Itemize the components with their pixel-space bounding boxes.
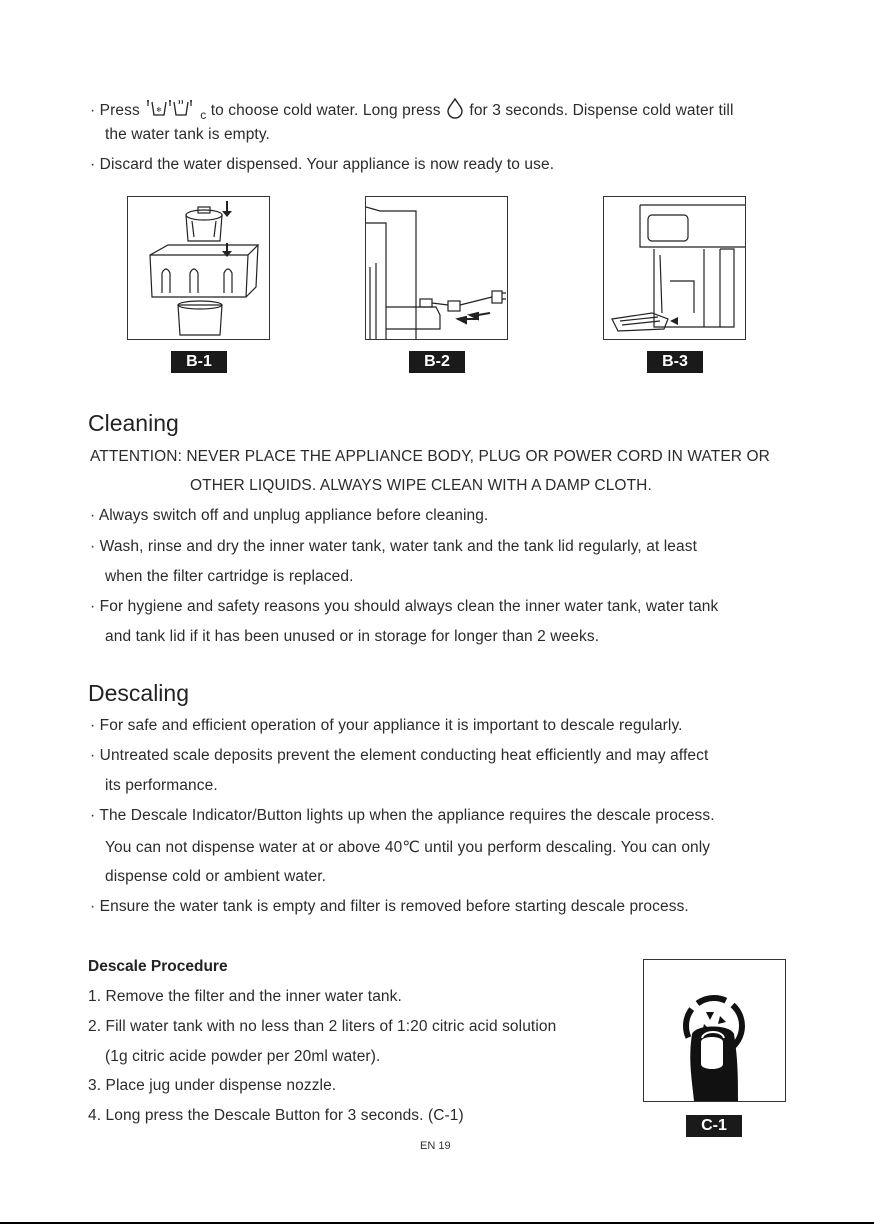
figure-c1-descale-button xyxy=(643,959,786,1102)
descaling-bullet-1: · For safe and efficient operation of your appliance it is important to descale regularly. xyxy=(90,717,683,734)
intro-line-3: · Discard the water dispensed. Your appliance is now ready to use. xyxy=(90,156,555,173)
power-cord-illustration xyxy=(366,197,507,339)
descaling-bullet-3c: dispense cold or ambient water. xyxy=(105,868,327,885)
svg-text:❄: ❄ xyxy=(156,106,163,114)
figure-label-b2: B-2 xyxy=(409,351,465,373)
procedure-step-2b: (1g citric acide powder per 20ml water). xyxy=(105,1048,381,1065)
descaling-bullet-2b: its performance. xyxy=(105,777,218,794)
descale-procedure-heading: Descale Procedure xyxy=(88,958,228,975)
procedure-step-1: 1. Remove the filter and the inner water tank. xyxy=(88,988,402,1005)
descaling-heading: Descaling xyxy=(88,680,189,706)
figure-b3-drip-tray xyxy=(603,196,746,340)
descaling-bullet-2a: · Untreated scale deposits prevent the element conducting heat efficiently and may affect xyxy=(90,747,709,764)
intro-line-1 xyxy=(90,97,733,124)
cleaning-attention-line-1: ATTENTION: NEVER PLACE THE APPLIANCE BODY, PLUG OR POWER CORD IN WATER OR xyxy=(90,448,770,465)
cleaning-attention-line-2: OTHER LIQUIDS. ALWAYS WIPE CLEAN WITH A DAMP CLOTH. xyxy=(190,477,652,494)
figure-b2-power-cord xyxy=(365,196,508,340)
press-text: · Press xyxy=(90,102,140,119)
descaling-bullet-4: · Ensure the water tank is empty and filter is removed before starting descale process. xyxy=(90,898,689,915)
cleaning-heading: Cleaning xyxy=(88,410,179,436)
cleaning-bullet-2b: when the filter cartridge is replaced. xyxy=(105,568,354,585)
cleaning-bullet-1: · Always switch off and unplug appliance before cleaning. xyxy=(90,507,489,524)
seconds-text: for 3 seconds. Dispense cold water till xyxy=(469,102,734,119)
procedure-step-3: 3. Place jug under dispense nozzle. xyxy=(88,1077,337,1094)
celsius-sub: c xyxy=(200,108,207,122)
water-drop-icon xyxy=(445,97,465,124)
procedure-step-2a: 2. Fill water tank with no less than 2 liters of 1:20 citric acid solution xyxy=(88,1018,557,1035)
procedure-step-4: 4. Long press the Descale Button for 3 seconds. (C-1) xyxy=(88,1107,464,1124)
figure-label-c1: C-1 xyxy=(686,1115,742,1137)
cleaning-bullet-2a: · Wash, rinse and dry the inner water tank, water tank and the tank lid regularly, at least xyxy=(90,538,698,555)
drip-tray-illustration xyxy=(604,197,745,339)
cleaning-bullet-3b: and tank lid if it has been unused or in storage for longer than 2 weeks. xyxy=(105,628,600,645)
figure-label-b1: B-1 xyxy=(171,351,227,373)
bottom-rule xyxy=(0,1222,874,1224)
page-number: EN 19 xyxy=(420,1140,451,1152)
descaling-bullet-3b: You can not dispense water at or above 40℃ until you perform descaling. You can only xyxy=(105,839,711,856)
descaling-bullet-3a: · The Descale Indicator/Button lights up when the appliance requires the descale process. xyxy=(90,807,715,824)
choose-cold-text: to choose cold water. Long press xyxy=(210,102,441,119)
cleaning-bullet-3a: · For hygiene and safety reasons you should always clean the inner water tank, water tank xyxy=(90,598,719,615)
filter-illustration xyxy=(128,197,269,339)
descale-press-illustration xyxy=(644,960,785,1101)
figure-b1-filter xyxy=(127,196,270,340)
cold-water-icon xyxy=(144,97,200,124)
intro-line-2: the water tank is empty. xyxy=(105,126,270,143)
figure-label-b3: B-3 xyxy=(647,351,703,373)
